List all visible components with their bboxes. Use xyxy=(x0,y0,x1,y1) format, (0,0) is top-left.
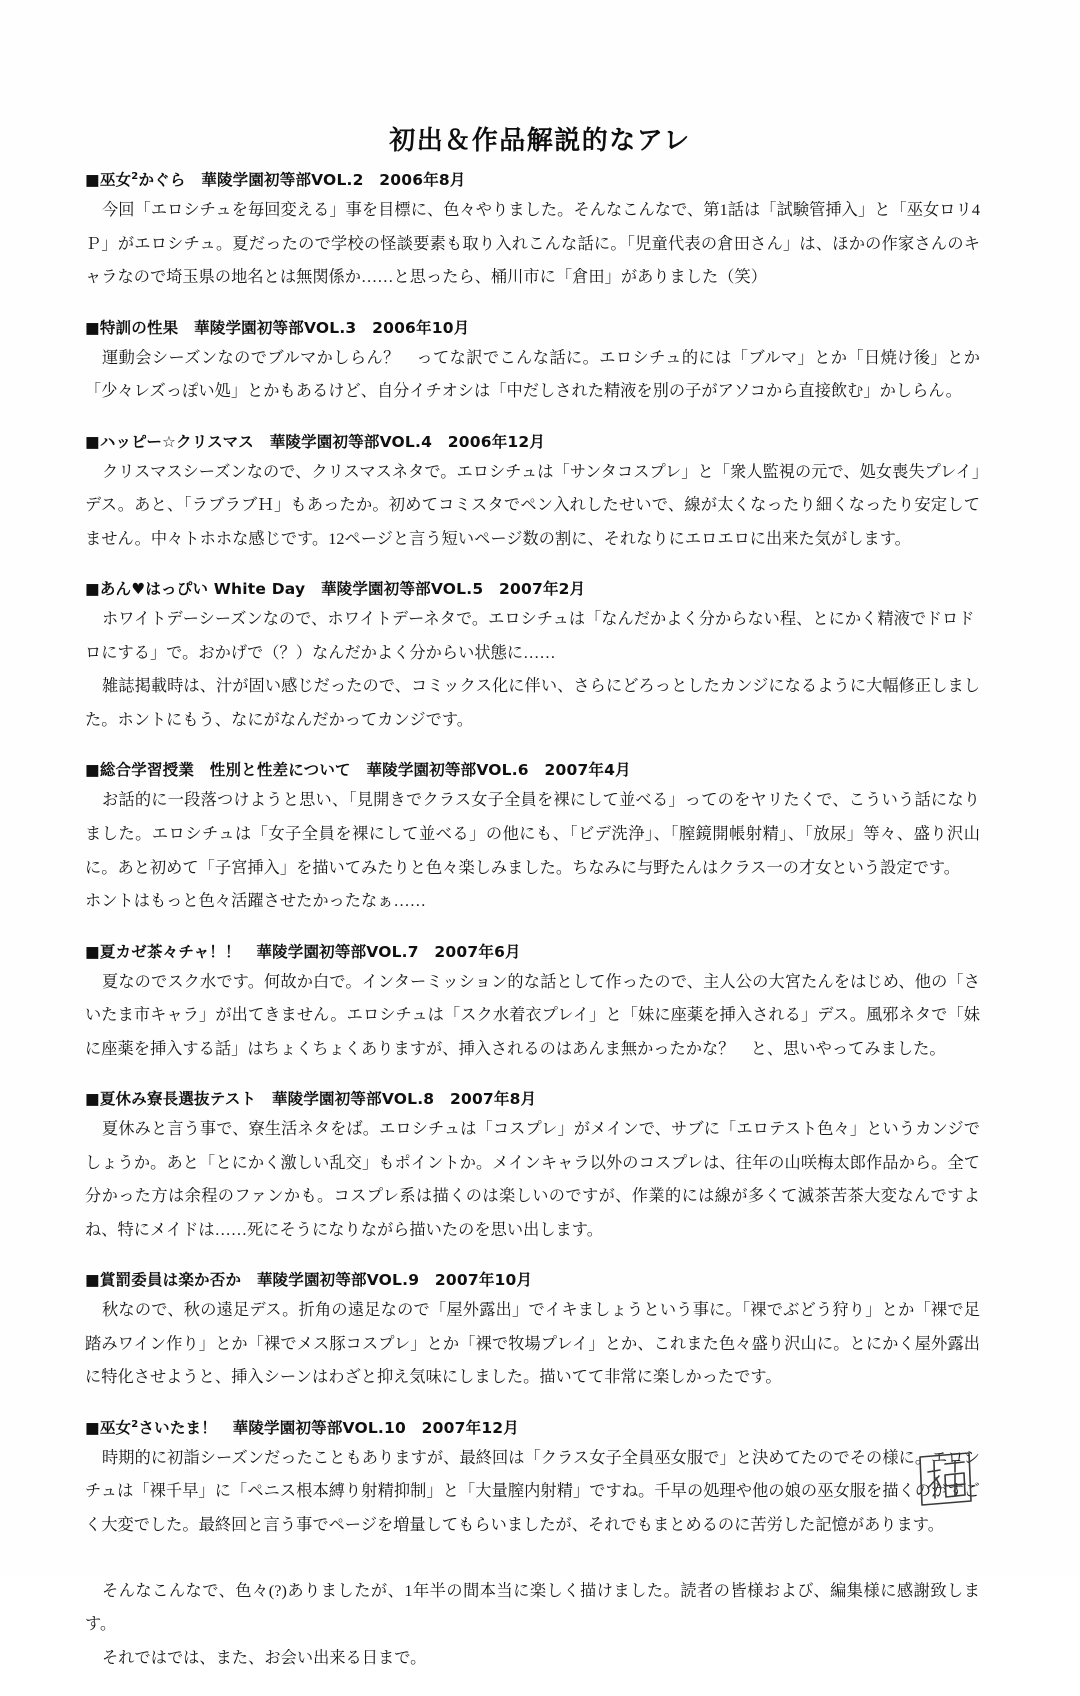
section-heading xyxy=(85,1416,980,1440)
section-vol5 xyxy=(85,577,980,737)
section-paragraph: 秋なので、秋の遠足デス。折角の遠足なので「屋外露出」でイキましょうという事に。「裸でぶどう狩り」とか「裸で足踏みワイン作り」とか「裸でメス豚コスプレ」とか「裸で牧場プレイ」とか、これまた色々盛り沢山に。とにかく屋外露出に特化させようと、挿入シーンはわざと抑え気味にしました。描いてて非常に楽しかったです。 xyxy=(85,1301,980,1387)
section-paragraph: クリスマスシーズンなので、クリスマスネタで。エロシチュは「サンタコスプレ」と「衆人監視の元で、処女喪失プレイ」デス。あと、「ラブラブＨ」もあったか。初めてコミスタでペン入れしたせいで、線が太くなったり細くなったり安定してません。中々トホホな感じです。12ページと言う短いページ数の割に、それなりにエロエロに出来た気がします。 xyxy=(85,462,980,548)
section-heading: ■特訓の性果 華陵学園初等部VOL.3 2006年10月 xyxy=(85,318,470,337)
page-title: 初出＆作品解説的なアレ xyxy=(389,126,691,156)
heading-text: 巫女$^2$さいたま！ 華陵学園初等部VOL.10 2007年12月 xyxy=(99,1418,519,1437)
section-vol2 xyxy=(85,168,980,295)
closing-paragraph: そんなこんなで、色々(?)ありましたが、1年半の間本当に楽しく描けました。読者の皆様および、編集様に感謝致します。 xyxy=(85,1581,980,1634)
section-heading: ■夏休み寮長選抜テスト 華陵学園初等部VOL.8 2007年8月 xyxy=(85,1090,537,1109)
heading-marker: ■ xyxy=(85,171,100,189)
section-heading: ■賞罰委員は楽か否か 華陵学園初等部VOL.9 2007年10月 xyxy=(85,1271,533,1290)
section-vol4 xyxy=(85,430,980,557)
section-heading: ■夏カゼ茶々チャ！！ 華陵学園初等部VOL.7 2007年6月 xyxy=(85,942,521,961)
heading-text: 巫女$^2$かぐら 華陵学園初等部VOL.2 2006年8月 xyxy=(99,170,466,189)
section-vol6 xyxy=(85,758,980,918)
section-heading: ■総合学習授業 性別と性差について 華陵学園初等部VOL.6 2007年4月 xyxy=(85,761,631,780)
section-vol8 xyxy=(85,1087,980,1247)
document-body xyxy=(85,168,980,1696)
section-paragraph: 今回「エロシチュを毎回変える」事を目標に、色々やりました。そんなこんなで、第1話は「試験管挿入」と「巫女ロリ4Ｐ」がエロシチュ。夏だったので学校の怪談要素も取り入れこんな話に。「児童代表の倉田さん」は、ほかの作家さんのキャラなので埼玉県の地名とは無関係か……と思ったら、桶川市に「倉田」がありました（笑） xyxy=(85,201,980,287)
section-paragraph: 雑誌掲載時は、汁が固い感じだったので、コミックス化に伴い、さらにどろっとしたカンジになるように大幅修正しました。ホントにもう、なにがなんだかってカンジです。 xyxy=(85,677,980,729)
section-paragraph: 運動会シーズンなのでブルマかしらん？ ってな訳でこんな話に。エロシチュ的には「ブルマ」とか「日焼け後」とか「少々レズっぽい処」とかもあるけど、自分イチオシは「中だしされた精液を別の子がアソコから直接飲む」かしらん。 xyxy=(85,348,980,401)
section-vol3 xyxy=(85,316,980,409)
section-paragraph: ホワイトデーシーズンなので、ホワイトデーネタで。エロシチュは「なんだかよく分からない程、とにかく精液でドロドロにする」で。おかげで（？）なんだかよく分からい状態に…… xyxy=(85,610,975,662)
section-paragraph: ホントはもっと色々活躍させたかったなぁ…… xyxy=(85,892,426,911)
ume-seal-stamp xyxy=(914,1448,976,1510)
closing-note xyxy=(85,1575,980,1676)
section-heading xyxy=(85,168,980,192)
section-paragraph: お話的に一段落つけようと思い、「見開きでクラス女子全員を裸にして並べる」ってのをヤリたくで、こういう話になりました。エロシチュは「女子全員を裸にして並べる」の他にも、「ビデ洗浄」、「膣鏡開帳射精」、「放尿」等々、盛り沢山に。あと初めて「子宮挿入」を描いてみたりと色々楽しみました。ちなみに与野たんはクラス一の才女という設定です。 xyxy=(85,791,980,877)
section-paragraph: 時期的に初詣シーズンだったこともありますが、最終回は「クラス女子全員巫女服で」と決めてたのでその様に。エロシチュは「裸千早」に「ペニス根本縛り射精抑制」と「大量膣内射精」ですね。千早の処理や他の娘の巫女服を描くのがすごく大変でした。最終回と言う事でページを増量してもらいましたが、それでもまとめるのに苦労した記憶があります。 xyxy=(85,1448,980,1535)
section-paragraph: 夏なのでスク水です。何故か白で。インターミッション的な話として作ったので、主人公の大宮たんをはじめ、他の「さいたま市キャラ」が出てきません。エロシチュは「スク水着衣プレイ」と「妹に座薬を挿入される」デス。風邪ネタで「妹に座薬を挿入する話」はちょくちょくありますが、挿入されるのはあんま無かったかな？ と、思いやってみました。 xyxy=(85,972,980,1058)
section-heading: ■ハッピー☆クリスマス 華陵学園初等部VOL.4 2006年12月 xyxy=(85,432,546,451)
section-vol9 xyxy=(85,1268,980,1395)
heading-marker: ■ xyxy=(85,1418,100,1437)
section-vol10 xyxy=(85,1416,980,1543)
section-heading: ■あん♥はっぴい White Day 華陵学園初等部VOL.5 2007年2月 xyxy=(85,580,586,599)
closing-paragraph: それではでは、また、お会い出来る日まで。 xyxy=(102,1648,427,1667)
section-paragraph: 夏休みと言う事で、寮生活ネタをば。エロシチュは「コスプレ」がメインで、サブに「エロテスト色々」というカンジでしょうか。あと「とにかく激しい乱交」もポイントか。メインキャラ以外のコスプレは、往年の山咲梅太郎作品から。全て分かった方は余程のファンかも。コスプレ系は描くのは楽しいのですが、作業的には線が多くて滅茶苦茶大変なんですよね、特にメイドは……死にそうになりながら描いたのを思い出します。 xyxy=(85,1120,980,1239)
section-vol7 xyxy=(85,940,980,1067)
